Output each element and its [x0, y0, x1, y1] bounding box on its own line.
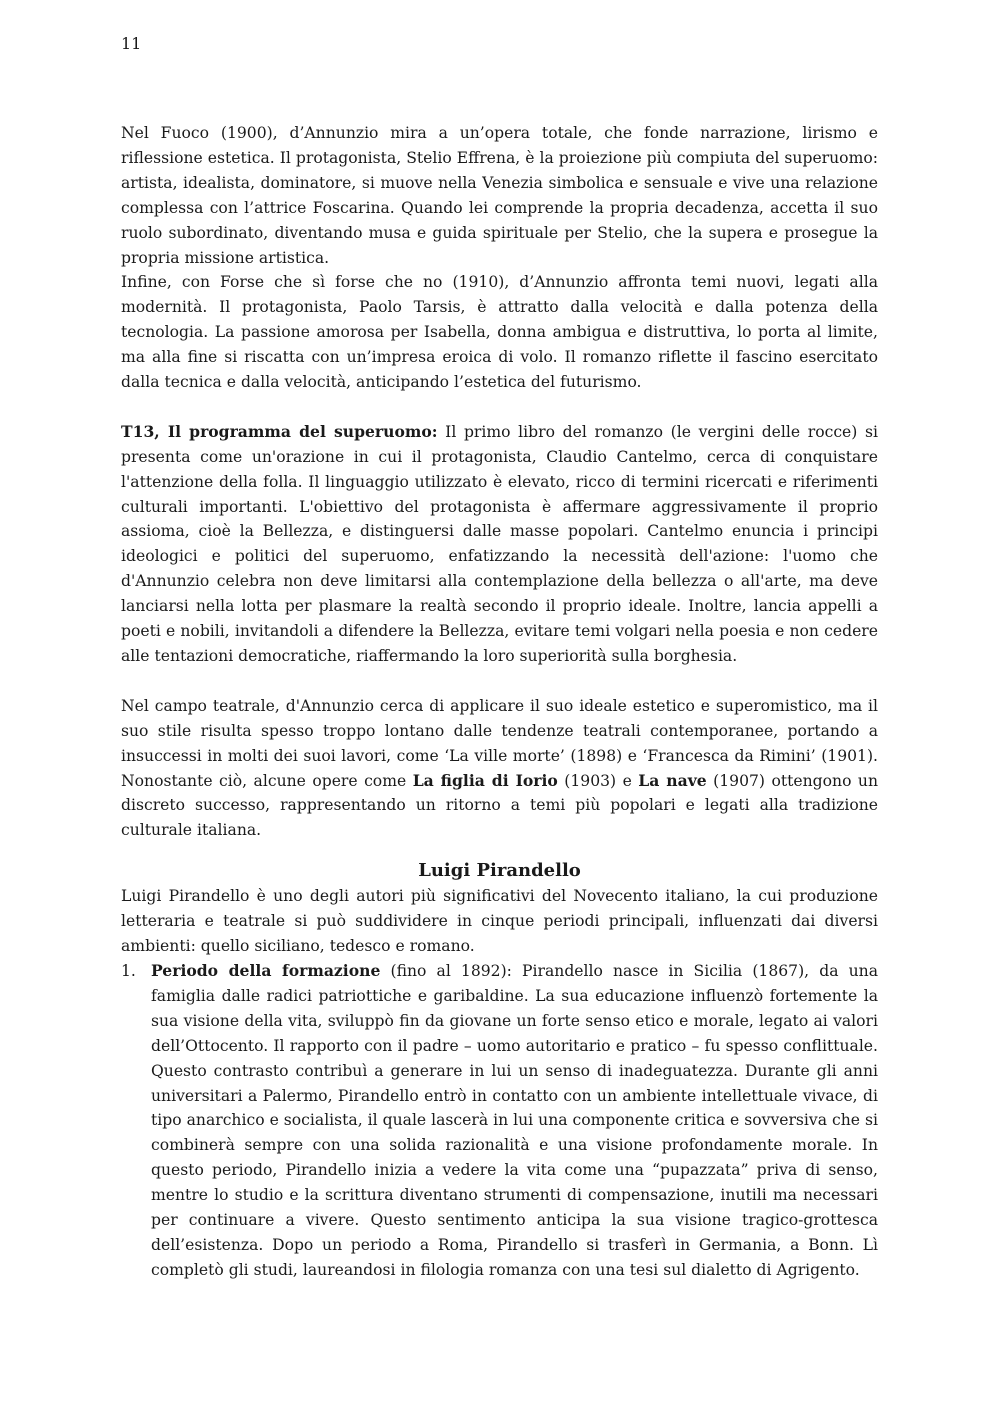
page-number: 11 [121, 34, 142, 53]
work-title-figlia-di-iorio: La figlia di Iorio [412, 770, 558, 790]
paragraph-teatro [121, 694, 878, 843]
paragraph-gap [121, 395, 878, 420]
paragraph-forse-che-si: Infine, con Forse che sì forse che no (1910), d’Annunzio affronta temi nuovi, legati alla modernità. Il protagonista, Paolo Tarsis, è attratto dalla velocità e dalla potenza della tecnologia. La passione amorosa per Isabella, donna ambigua e distruttiva, lo porta al limite, ma alla fine si riscatta con un’impresa eroica di volo. Il romanzo riflette il fascino esercitato dalla tecnica e dalla velocità, anticipando l’estetica del futurismo. [121, 273, 878, 392]
paragraph-teatro-text-d: (1907) ottengono un discreto successo, rappresentando un ritorno a temi più popolari e legati alla tradizione culturale italiana. [121, 771, 879, 840]
paragraph-superuomo [121, 420, 878, 669]
periods-list [121, 959, 878, 1283]
list-item-number: 1. [121, 961, 136, 980]
paragraph-il-fuoco: Nel Fuoco (1900), d’Annunzio mira a un’opera totale, che fonde narrazione, lirismo e riflessione estetica. Il protagonista, Stelio Effrena, è la proiezione più compiuta del superuomo: artista, idealista, dominatore, si muove nella Venezia simbolica e sensuale e vive una relazione complessa con l’attrice Foscarina. Quando lei comprende la propria decadenza, accetta il suo ruolo subordinato, diventando musa e guida spirituale per Stelio, che la supera e prosegue la propria missione artistica. [121, 124, 878, 267]
paragraph-superuomo-heading: T13, Il programma del superuomo: [121, 421, 438, 441]
list-item-text: (fino al 1892): Pirandello nasce in Sicilia (1867), da una famiglia dalle radici patriottiche e garibaldine. La sua educazione influenzò fortemente la sua visione della vita, sviluppò fin da giovane un forte senso etico e morale, legato ai valori dell’Ottocento. Il rapporto con il padre – uomo autoritario e pratico – fu spesso conflittuale. Questo contrasto contribuì a generare in lui un senso di inadeguatezza. Durante gli anni universitari a Palermo, Pirandello entrò in contatto con un ambiente intellettuale vivace, di tipo anarchico e socialista, il quale lascerà in lui una componente critica e sovversiva che si combinerà sempre con una solida razionalità e una visione profondamente morale. In questo periodo, Pirandello inizia a vedere la vita come una “pupazzata” priva di senso, mentre lo studio e la scrittura diventano strumenti di compensazione, inutili ma necessari per continuare a vivere. Questo sentimento anticipa la sua visione tragico-grottesca dell’esistenza. Dopo un periodo a Roma, Pirandello si trasferì in Germania, a Bonn. Lì completò gli studi, laureandosi in filologia romanza con una tesi sul dialetto di Agrigento. [151, 961, 879, 1279]
paragraph-teatro-text-a: Nel campo teatrale, d'Annunzio cerca di applicare il suo ideale estetico e superomistico, ma il suo stile risulta spesso troppo lontano dalle tendenze teatrali contemporanee, portando a insuccessi in molti dei suoi lavori, come ‘La ville morte’ (1898) e ‘Francesca da Rimini’ (1901). Nonostante ciò, alcune opere come [121, 696, 878, 790]
paragraph-gap [121, 669, 878, 694]
section-intro: Luigi Pirandello è uno degli autori più significativi del Novecento italiano, la cui produzione letteraria e teatrale si può suddividere in cinque periodi principali, influenzati dai diversi ambienti: quello siciliano, tedesco e romano. [121, 887, 878, 956]
paragraph-superuomo-text: Il primo libro del romanzo (le vergini delle rocce) si presenta come un'orazione in cui il protagonista, Claudio Cantelmo, cerca di conquistare l'attenzione della folla. Il linguaggio utilizzato è elevato, ricco di termini ricercati e riferimenti culturali importanti. L'obiettivo del protagonista è affermare aggressivamente il proprio assioma, cioè la Bellezza, e distinguersi dalle masse popolari. Cantelmo enuncia i principi ideologici e politici del superuomo, enfatizzando la necessità dell'azione: l'uomo che d'Annunzio celebra non deve limitarsi alla contemplazione della bellezza o all'arte, ma deve lanciarsi nella lotta per plasmare la realtà secondo il proprio ideale. Inoltre, lancia appelli a poeti e nobili, invitandoli a difendere la Bellezza, evitare temi volgari nella poesia e non cedere alle tentazioni democratiche, riaffermando la loro superiorità sulla borghesia. [121, 422, 878, 666]
paragraph-teatro-text-c: (1903) e [557, 771, 639, 790]
work-title-la-nave: La nave [638, 770, 707, 790]
section-title: Luigi Pirandello [418, 860, 581, 882]
list-item [121, 959, 878, 1283]
document-body [121, 121, 878, 1283]
list-item-title: Periodo della formazione [151, 960, 381, 980]
